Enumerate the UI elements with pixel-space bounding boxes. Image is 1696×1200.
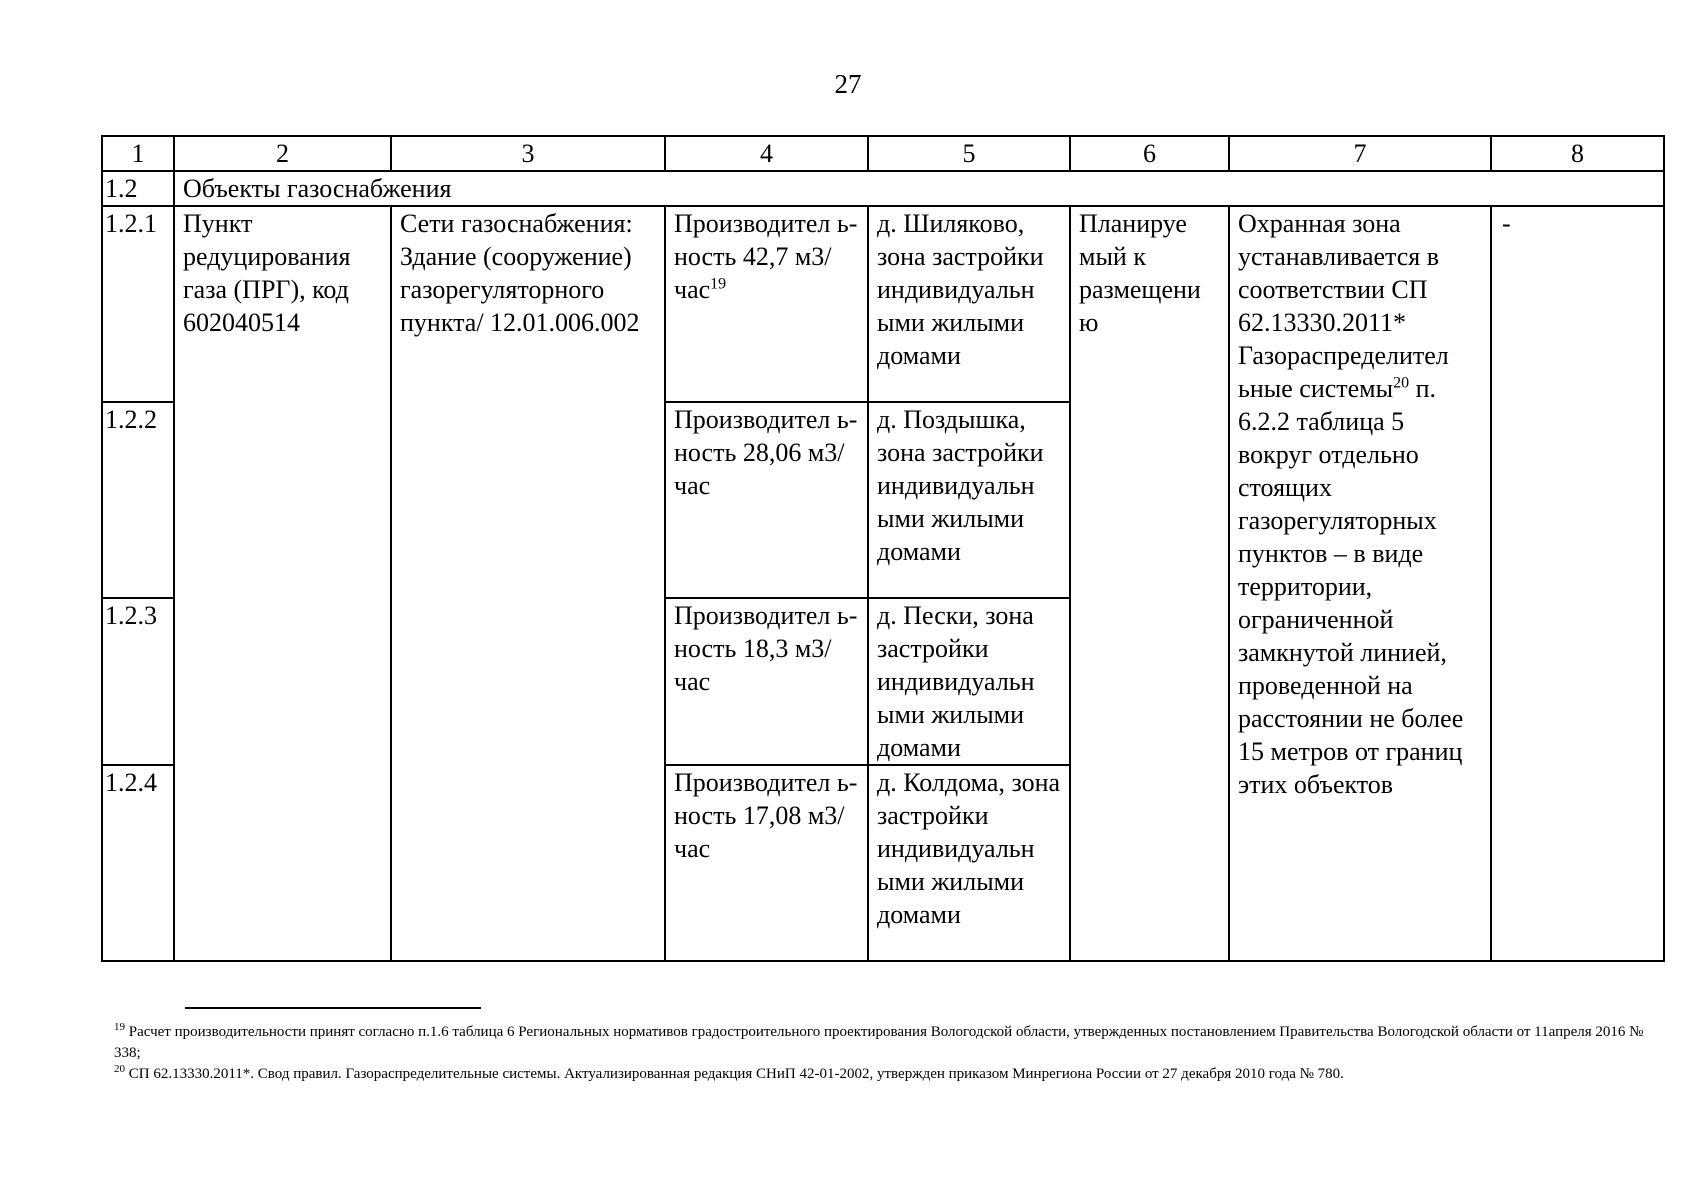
table-row xyxy=(102,206,1664,402)
column-number-row xyxy=(102,136,1664,171)
column-header: 5 xyxy=(868,136,1070,171)
column-header: 3 xyxy=(391,136,665,171)
zone-text-tail: п. 6.2.2 таблица 5 вокруг отдельно стоящих газорегуляторных пунктов – в виде территории, ограниченной замкнутой линией, проведенной на расстоянии не более 15 метров от границ этих объектов xyxy=(1238,374,1464,799)
column-header: 2 xyxy=(174,136,391,171)
section-title: Объекты газоснабжения xyxy=(174,171,1664,206)
object-type: Сети газоснабжения: Здание (сооружение) газорегуляторного пункта/ 12.01.006.002 xyxy=(400,209,640,337)
footnotes xyxy=(114,1022,1654,1085)
object-name-cell xyxy=(174,206,391,961)
column-header: 4 xyxy=(665,136,868,171)
column-header: 6 xyxy=(1070,136,1229,171)
note-text: - xyxy=(1502,209,1511,238)
footnote-marker: 20 xyxy=(114,1063,125,1075)
footnote xyxy=(114,1022,1654,1064)
note-cell xyxy=(1491,206,1664,961)
gas-supply-objects-table xyxy=(101,135,1665,962)
zone-text: Охранная зона устанавливается в соответствии СП 62.13330.2011* Газораспределител ьные системы xyxy=(1238,209,1449,403)
capacity-cell xyxy=(665,206,868,402)
footnote-ref: 19 xyxy=(710,275,727,293)
page-number: 27 xyxy=(834,69,862,99)
location-text: д. Шиляково, зона застройки индивидуальн ыми жилыми домами xyxy=(877,209,1044,370)
capacity-value: Производител ь-ность 17,08 м3/час xyxy=(674,768,858,863)
column-header: 8 xyxy=(1491,136,1664,171)
protection-zone-cell xyxy=(1229,206,1491,961)
capacity-value: Производител ь-ность 28,06 м3/час xyxy=(674,405,858,500)
footnote-separator xyxy=(185,1007,481,1009)
footnote-text: Расчет производительности принят согласно п.1.6 таблица 6 Региональных нормативов градостроительного проектирования Вологодской области, утвержденных постановлением Правительства Вологодской области от 11апреля 2016 № 338; xyxy=(114,1024,1644,1061)
location-text: д. Колдома, зона застройки индивидуальн ыми жилыми домами xyxy=(877,768,1061,929)
location-text: д. Поздышка, зона застройки индивидуальн ыми жилыми домами xyxy=(877,405,1044,566)
row-number: 1.2.1 xyxy=(102,206,174,402)
row-number: 1.2.2 xyxy=(102,402,174,598)
footnote-marker: 19 xyxy=(114,1021,125,1033)
footnote xyxy=(114,1064,1654,1085)
location-text: д. Пески, зона застройки индивидуальн ыми жилыми домами xyxy=(877,601,1035,762)
object-type-cell xyxy=(391,206,665,961)
row-number: 1.2.3 xyxy=(102,598,174,765)
column-header: 1 xyxy=(102,136,174,171)
section-row xyxy=(102,171,1664,206)
footnote-ref: 20 xyxy=(1393,374,1410,392)
row-number: 1.2.4 xyxy=(102,765,174,961)
capacity-cell xyxy=(665,765,868,961)
status-cell xyxy=(1070,206,1229,961)
capacity-cell xyxy=(665,598,868,765)
location-cell xyxy=(868,598,1070,765)
object-name: Пункт редуцирования газа (ПРГ), код 602040514 xyxy=(183,209,351,337)
location-cell xyxy=(868,206,1070,402)
footnote-text: СП 62.13330.2011*. Свод правил. Газораспределительные системы. Актуализированная редакция СНиП 42-01-2002, утвержден приказом Минрегиона России от 27 декабря 2010 года № 780. xyxy=(125,1066,1344,1082)
capacity-value: Производител ь-ность 18,3 м3/час xyxy=(674,601,858,696)
capacity-value: Производител ь-ность 42,7 м3/час xyxy=(674,209,858,304)
section-number: 1.2 xyxy=(102,171,174,206)
location-cell xyxy=(868,765,1070,961)
column-header: 7 xyxy=(1229,136,1491,171)
status-text: Планируе мый к размещени ю xyxy=(1079,209,1201,337)
capacity-cell xyxy=(665,402,868,598)
location-cell xyxy=(868,402,1070,598)
